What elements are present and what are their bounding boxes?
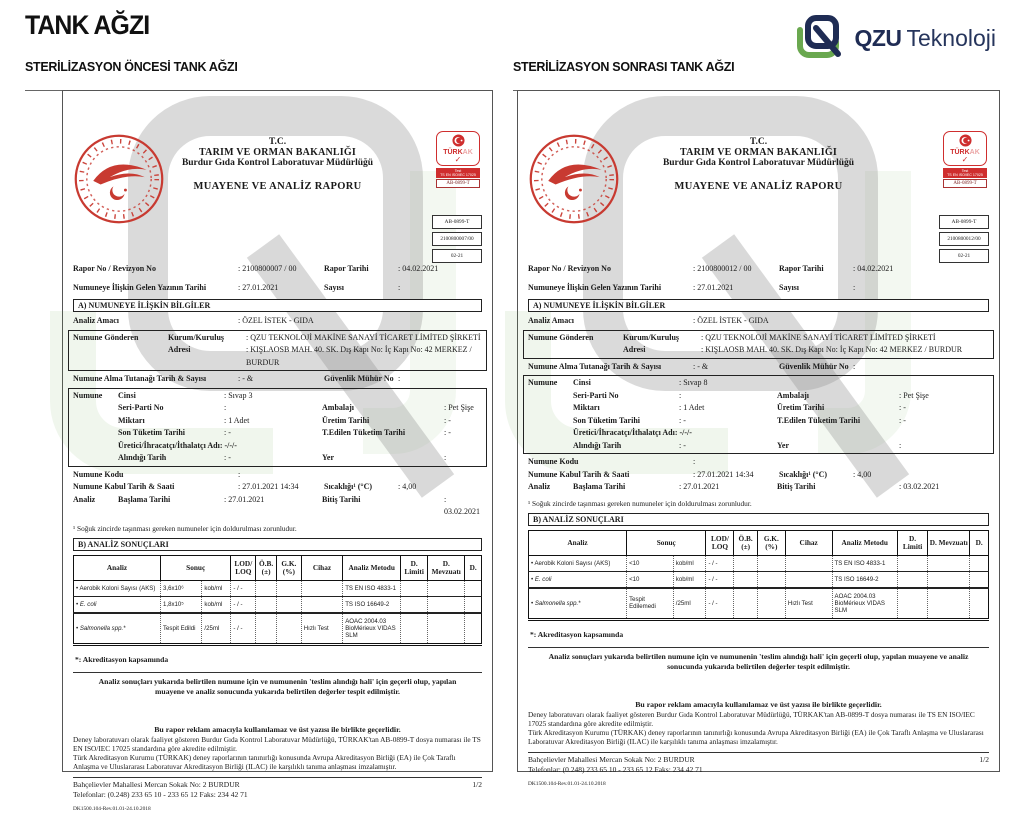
accreditation-scope-note: *: Akreditasyon kapsamında (75, 654, 169, 664)
acceptance-row: Numune Kabul Tarih & Saati : 27.01.2021 14:34 Sıcaklığı¹ (°C) : 4,00 (73, 482, 417, 491)
code-box-report-no: 2100800007/00 (432, 232, 482, 246)
lab-name: Burdur Gıda Kontrol Laboratuvar Müdürlüğü (662, 158, 855, 168)
code-box-report-no: 2100800012/00 (939, 232, 989, 246)
no-advertising-line: Bu rapor reklam amacıyla kullanılamaz ve üst yazısı ile birlikte geçerlidir. (635, 699, 882, 709)
accreditation-paragraph-1: Deney laboratuvarı olarak faaliyet gösteren Burdur Gıda Kontrol Laboratuvar Müdürlüğü, TÜRKAK'tan AB-0899-T dosya numarası ile TS EN ISO/IEC 17025 standardına göre akredite edilmiştir. (528, 709, 975, 728)
accreditation-code: AB-0899-T (436, 179, 480, 188)
accreditation-scope-note: *: Akreditasyon kapsamında (530, 629, 624, 639)
analysis-purpose-row: Analiz Amacı : ÖZEL İSTEK - GIDA (528, 316, 769, 325)
acceptance-row: Numune Kabul Tarih & Saati : 27.01.2021 14:34 Sıcaklığı¹ (°C) : 4,00 (528, 469, 872, 479)
accreditation-paragraphs (528, 700, 989, 747)
sampling-record-row: Numune Alma Tutanağı Tarih & Sayısı : - & Güvenlik Mühür No : (73, 374, 401, 383)
report-code-boxes (432, 215, 482, 266)
sample-taken-row: Alındığı Tarih : - Yer : (118, 453, 447, 462)
crescent-star-icon (959, 134, 972, 147)
ministry-name: TARIM VE ORMAN BAKANLIĞI (680, 147, 837, 158)
analysis-dates-row: Analiz Başlama Tarihi : 27.01.2021 Bitiş Tarihi : 03.02.2021 (73, 494, 480, 516)
check-icon: ✓ (454, 155, 462, 164)
section-b-header: B) ANALİZ SONUÇLARI (528, 513, 989, 526)
sample-box (523, 375, 994, 454)
turkak-badge (943, 131, 987, 188)
result-row-aks: • Aerobik Koloni Sayısı (AKS) <10 kob/ml - / - TS EN ISO 4833-1 (529, 555, 989, 571)
result-row-salmonella: • Salmonella spp.* Tespit Edildi /25ml - / - Hızlı Test AOAC 2004.03 BioMérieux VIDAS SLM (74, 613, 482, 645)
results-header-row: Analiz Sonuç LOD/ LOQ Ö.B. (±) G.K. (%) Cihaz Analiz Metodu D. Limiti D. Mevzuatı D. (74, 555, 482, 580)
brand-suffix: Teknoloji (906, 24, 996, 51)
sender-box (68, 330, 487, 372)
report-no-row: Rapor No / Revizyon No : 2100800007 / 00 Rapor Tarihi : 04.02.2021 (73, 264, 439, 273)
turkak-wordmark: TÜRKAK (443, 149, 473, 156)
sender-address-row: Adresi : KIŞLAOSB MAH. 40. SK. Dış Kapı No: İç Kapı No: 42 MERKEZ / BURDUR (168, 345, 472, 367)
report-after-sterilization (513, 60, 1000, 788)
turkak-badge (436, 131, 480, 188)
sample-type-row: Numune Cinsi : Sıvap 8 (528, 378, 708, 387)
analysis-dates-row: Analiz Başlama Tarihi : 27.01.2021 Bitiş Tarihi : 03.02.2021 (528, 482, 940, 491)
results-table (73, 555, 482, 646)
sampling-record-row: Numune Alma Tutanağı Tarih & Sayısı : - & Güvenlik Mühür No : (528, 361, 856, 371)
brand-name: QZU (854, 24, 902, 51)
producer-row: Üretici/İhracatçı/İthalatçı Adı: -/-/- (573, 428, 692, 437)
qzu-logo-icon (794, 14, 846, 62)
check-icon: ✓ (961, 155, 969, 164)
letter-date-row: Numuneye İlişkin Gelen Yazının Tarihi : 27.01.2021 Sayısı : (73, 282, 401, 292)
accreditation-paragraph-2: Türk Akreditasyon Kurumu (TÜRKAK) deney raporlarının tanınırlığı konusunda Avrupa Akreditasyon Birliği (EA) ile Çok Taraflı Anlaşma ve Uluslararası Laboratuvar Akreditasyon Birliği (ILAC) ile karşılıklı tanıma anlaşması imzalamıştır. (73, 752, 456, 772)
document-code: DK1500.104-Rev.01.01-24.10.2018 (73, 806, 151, 813)
page-number: 1/2 (472, 780, 482, 790)
result-row-salmonella: • Salmonella spp.* Tespit Edilemedi /25ml - / - Hızlı Test AOAC 2004.03 BioMérieux VIDAS SLM (529, 588, 989, 620)
section-a-header: A) NUMUNEYE İLİŞKİN BİLGİLER (528, 299, 989, 312)
document-footer (528, 752, 989, 789)
tc-label: T.C. (749, 137, 768, 147)
code-box-accreditation: AB-0899-T (939, 215, 989, 229)
document-header (73, 91, 482, 263)
no-advertising-line: Bu rapor reklam amacıyla kullanılamaz ve üst yazısı ile birlikte geçerlidir. (154, 724, 401, 734)
report-no-row: Rapor No / Revizyon No : 2100800012 / 00 Rapor Tarihi : 04.02.2021 (528, 264, 894, 273)
lab-address: Bahçelievler Mahallesi Mercan Sokak No: 2 BURDUR (73, 780, 240, 790)
sample-code-row: Numune Kodu : (73, 469, 241, 479)
sample-code-row: Numune Kodu : (528, 457, 696, 466)
validity-statement: Analiz sonuçları yukarıda belirtilen numune için ve numunenin 'teslim alındığı hali' için geçerli olup, yapılan muayene ve analiz sonucunda yukarıda belirtilen değerler tespit edilmiştir. (73, 672, 482, 699)
sample-serial-row: Seri-Parti No : Ambalajı : Pet Şişe (573, 390, 929, 400)
sample-amount-row: Miktarı : 1 Adet Üretim Tarihi : - (573, 403, 906, 412)
sample-serial-row: Seri-Parti No : Ambalajı : Pet Şişe (118, 403, 474, 412)
turkak-frame (436, 131, 480, 166)
producer-row: Üretici/İhracatçı/İthalatçı Adı: -/-/- (118, 440, 237, 450)
sample-amount-row: Miktarı : 1 Adet Üretim Tarihi : - (118, 415, 451, 425)
result-row-ecoli: • E. coli 1,8x10⁵ kob/ml - / - TS ISO 16649-2 (74, 596, 482, 613)
report-title: MUAYENE VE ANALİZ RAPORU (193, 181, 362, 192)
report-before-sterilization (25, 60, 493, 813)
document-header (528, 91, 989, 263)
lab-address: Bahçelievler Mahallesi Mercan Sokak No: 2 BURDUR (528, 755, 695, 765)
section-title: STERİLİZASYON SONRASI TANK AĞZI (513, 60, 1000, 91)
cold-chain-footnote: ¹ Soğuk zincirde taşınması gereken numuneler için doldurulması zorunludur. (528, 498, 752, 508)
result-row-aks: • Aerobik Koloni Sayısı (AKS) 3,6x10⁶ kob/ml - / - TS EN ISO 4833-1 (74, 580, 482, 596)
analysis-purpose-row: Analiz Amacı : ÖZEL İSTEK - GIDA (73, 316, 314, 325)
ministry-seal-icon (73, 133, 165, 225)
brand-text (854, 25, 996, 52)
document-code: DK1500.104-Rev.01.01-24.10.2018 (528, 781, 606, 788)
sample-taken-row: Alındığı Tarih : - Yer : (573, 440, 902, 450)
section-b-header: B) ANALİZ SONUÇLARI (73, 538, 482, 551)
code-box-accreditation: AB-0899-T (432, 215, 482, 229)
lab-phones: Telefonlar: (0.248) 233 65 10 - 233 65 12 Faks: 234 42 71 (528, 765, 703, 775)
ministry-name: TARIM VE ORMAN BAKANLIĞI (199, 147, 356, 158)
iso-strip: Test TS EN ISO/IEC 17025 (943, 168, 987, 178)
iso-strip: Test TS EN ISO/IEC 17025 (436, 168, 480, 178)
sample-type-row: Numune Cinsi : Sıvap 3 (73, 390, 253, 400)
ministry-seal-icon (528, 133, 620, 225)
sender-box (523, 330, 994, 359)
qzu-brand (794, 14, 996, 62)
sample-expiry-row: Son Tüketim Tarihi : - T.Edilen Tüketim Tarihi : - (573, 415, 906, 425)
sender-org-row: Numune Gönderen Kurum/Kuruluş : QZU TEKNOLOJİ MAKİNE SANAYİ TİCARET LİMİTED ŞİRKETİ (528, 332, 936, 342)
accreditation-paragraph-1: Deney laboratuvarı olarak faaliyet gösteren Burdur Gıda Kontrol Laboratuvar Müdürlüğü, TÜRKAK'tan AB-0899-T dosya numarası ile TS EN ISO/IEC 17025 standardına göre akredite edilmiştir. (73, 734, 481, 753)
page-title: TANK AĞZI (25, 10, 150, 40)
sender-org-row: Numune Gönderen Kurum/Kuruluş : QZU TEKNOLOJİ MAKİNE SANAYİ TİCARET LİMİTED ŞİRKETİ (73, 332, 481, 342)
crescent-star-icon (452, 134, 465, 147)
report-code-boxes (939, 215, 989, 266)
report-page (517, 90, 1000, 788)
turkak-frame (943, 131, 987, 166)
results-header-row: Analiz Sonuç LOD/ LOQ Ö.B. (±) G.K. (%) Cihaz Analiz Metodu D. Limiti D. Mevzuatı D. (529, 530, 989, 555)
cold-chain-footnote: ¹ Soğuk zincirde taşınması gereken numuneler için doldurulması zorunludur. (73, 523, 297, 533)
accreditation-code: AB-0899-T (943, 179, 987, 188)
sample-box (68, 388, 487, 467)
letter-date-row: Numuneye İlişkin Gelen Yazının Tarihi : 27.01.2021 Sayısı : (528, 282, 856, 292)
report-page (62, 90, 493, 813)
results-table (528, 530, 989, 621)
sender-address-row: Adresi : KIŞLAOSB MAH. 40. SK. Dış Kapı No: İç Kapı No: 42 MERKEZ / BURDUR (623, 345, 963, 354)
page-number: 1/2 (979, 755, 989, 765)
section-a-header: A) NUMUNEYE İLİŞKİN BİLGİLER (73, 299, 482, 312)
lab-name: Burdur Gıda Kontrol Laboratuvar Müdürlüğü (181, 158, 374, 168)
tc-label: T.C. (268, 137, 287, 147)
code-box-period: 02-21 (939, 249, 989, 263)
result-row-ecoli: • E. coli <10 kob/ml - / - TS ISO 16649-2 (529, 571, 989, 588)
sample-expiry-row: Son Tüketim Tarihi : - T.Edilen Tüketim Tarihi : - (118, 428, 451, 437)
lab-phones: Telefonlar: (0.248) 233 65 10 - 233 65 12 Faks: 234 42 71 (73, 790, 248, 800)
report-title: MUAYENE VE ANALİZ RAPORU (674, 181, 843, 192)
code-box-period: 02-21 (432, 249, 482, 263)
section-title: STERİLİZASYON ÖNCESİ TANK AĞZI (25, 60, 493, 91)
accreditation-paragraphs (73, 725, 482, 772)
document-footer (73, 777, 482, 814)
validity-statement: Analiz sonuçları yukarıda belirtilen numune için ve numunenin 'teslim alındığı hali' için geçerli olup, yapılan muayene ve analiz sonucunda yukarıda belirtilen değerler tespit edilmiştir. (528, 647, 989, 674)
accreditation-paragraph-2: Türk Akreditasyon Kurumu (TÜRKAK) deney raporlarının tanınırlığı konusunda Avrupa Akreditasyon Birliği (EA) ile Çok Taraflı Anlaşma ve Uluslararası Laboratuvar Akreditasyon Birliği (ILAC) ile karşılıklı tanıma anlaşması imzalamıştır. (528, 727, 984, 747)
turkak-wordmark: TÜRKAK (950, 149, 980, 156)
